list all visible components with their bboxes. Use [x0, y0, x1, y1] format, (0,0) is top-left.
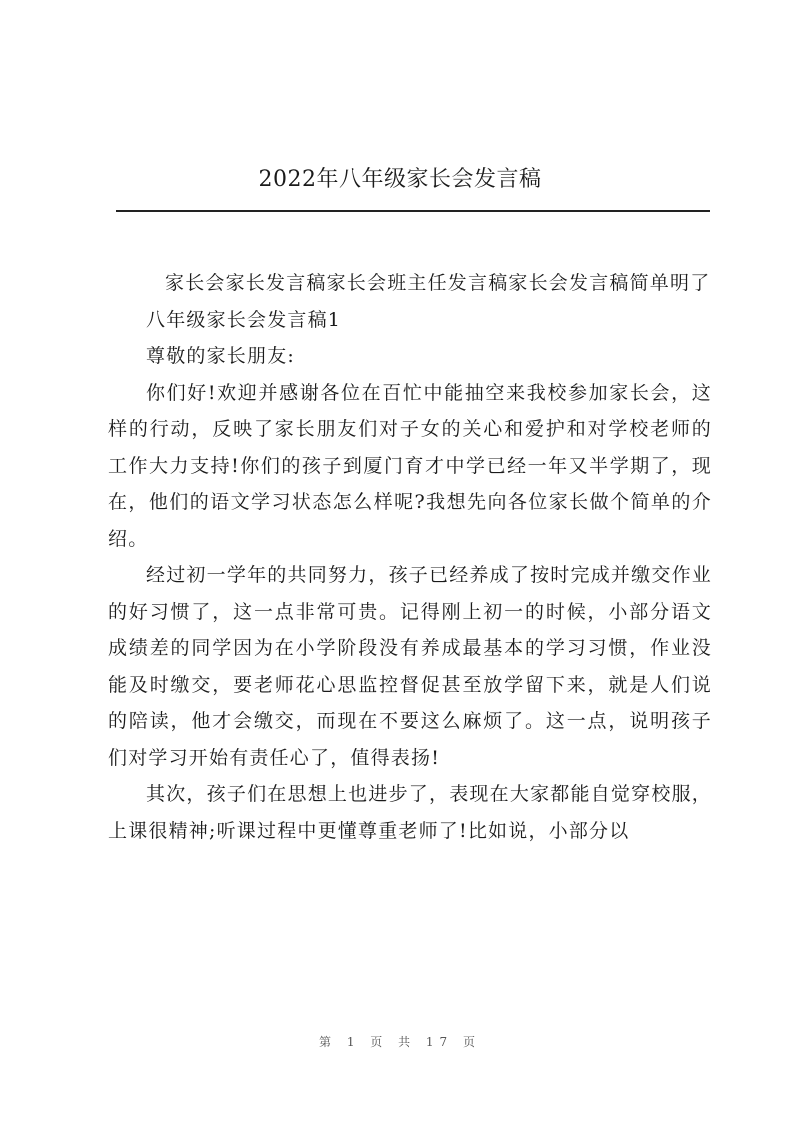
- section-heading: 八年级家长会发言稿1: [146, 308, 342, 331]
- intro-paragraph: 家长会家长发言稿家长会班主任发言稿家长会发言稿简单明了: [165, 272, 711, 294]
- document-title: 2022年八年级家长会发言稿: [258, 167, 542, 192]
- page-number-footer: 第 1 页 共 17 页: [319, 1035, 481, 1049]
- title-divider: [116, 210, 710, 212]
- body-paragraph: 经过初一学年的共同努力，孩子已经养成了按时完成并缴交作业的好习惯了，这一点非常可贵。记得刚上初一的时候，小部分语文成绩差的同学因为在小学阶段没有养成最基本的学习习惯，作业没能及时缴交，要老师花心思监控督促甚至放学留下来，就是人们说的陪读，他才会缴交，而现在不要这么麻烦了。这一点，说明孩子们对学习开始有责任心了，值得表扬!: [108, 564, 712, 769]
- body-paragraph: 你们好!欢迎并感谢各位在百忙中能抽空来我校参加家长会，这样的行动，反映了家长朋友们对子女的关心和爱护和对学校老师的工作大力支持!你们的孩子到厦门育才中学已经一年又半学期了，现在，他们的语文学习状态怎么样呢?我想先向各位家长做个简单的介绍。: [108, 381, 712, 550]
- document-body: [108, 265, 712, 849]
- salutation: 尊敬的家长朋友:: [146, 345, 296, 367]
- body-paragraph: 其次，孩子们在思想上也进步了，表现在大家都能自觉穿校服，上课很精神;听课过程中更懂尊重老师了!比如说，小部分以: [108, 783, 712, 842]
